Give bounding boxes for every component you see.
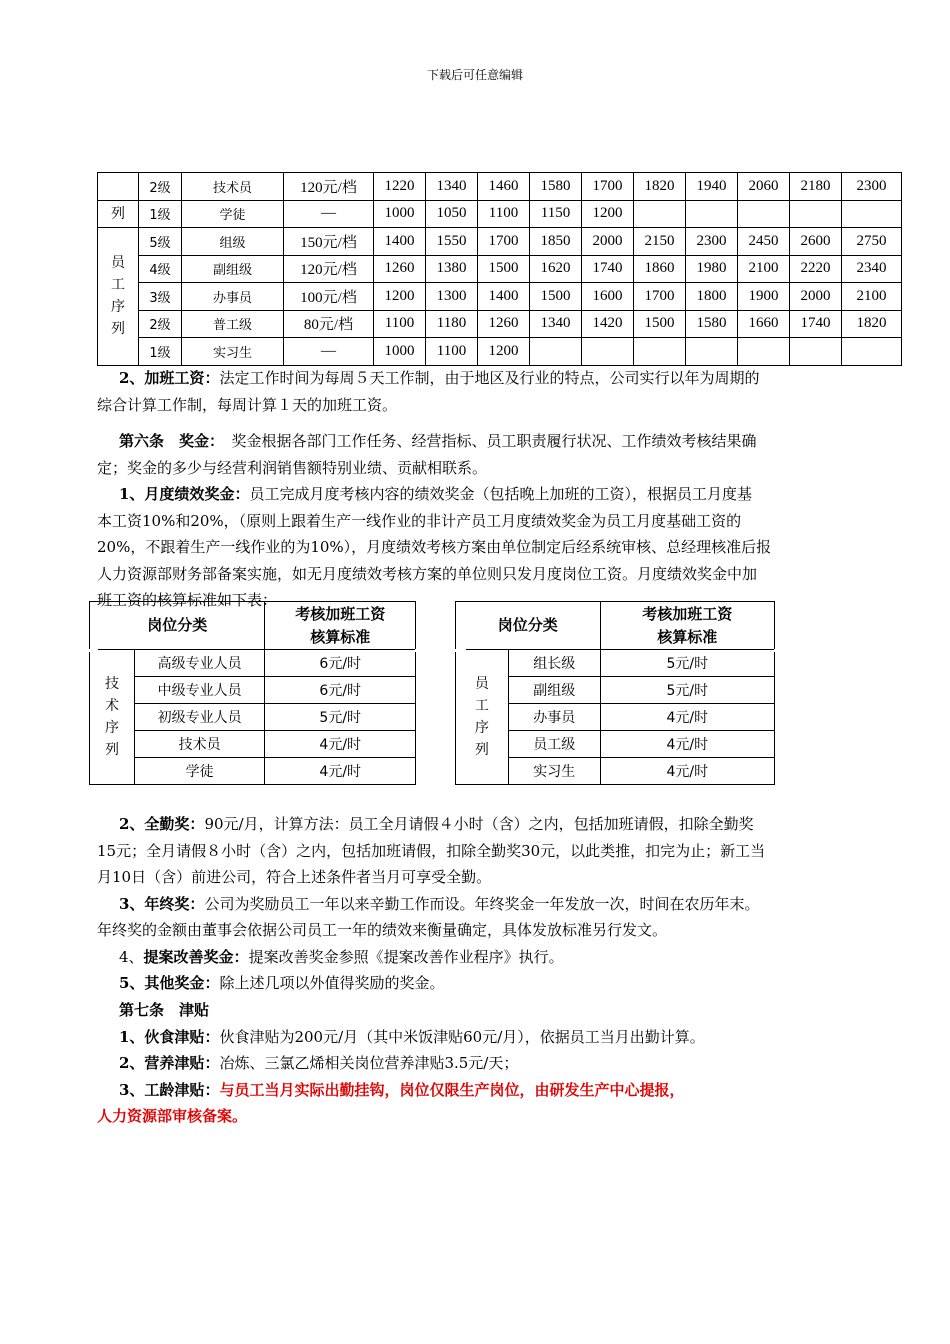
salary-cell (686, 338, 738, 366)
seniority-allowance-title: 3、工龄津贴： (119, 1080, 220, 1099)
salary-cell: 1800 (686, 283, 738, 311)
attendance-bonus-text-2: 15元；全月请假８小时（含）之内，包括加班请假，扣除全勤奖30元，以此类推，扣完为止；新工当 (97, 841, 766, 860)
salary-cell: 1500 (478, 255, 530, 283)
sequence-cell: 列 (98, 200, 139, 228)
salary-cell: 1820 (634, 173, 686, 201)
salary-cell: 2100 (842, 283, 902, 311)
table-row (90, 650, 416, 677)
rate-cell: 6元/时 (265, 650, 416, 677)
salary-cell: 2000 (790, 283, 842, 311)
position-cell: 初级专业人员 (134, 704, 265, 731)
sequence-char: 术 (104, 698, 119, 714)
salary-cell: 1400 (374, 228, 426, 256)
nutrition-allowance-title: 2、营养津贴： (119, 1054, 220, 1072)
position-cell: 员工级 (508, 731, 600, 758)
salary-cell: 1100 (478, 200, 530, 228)
table-row (98, 173, 902, 201)
position-cell: 普工级 (182, 310, 284, 338)
meal-allowance-title: 1、伙食津贴： (119, 1027, 220, 1046)
level-cell: 4级 (139, 255, 182, 283)
position-cell: 办事员 (182, 283, 284, 311)
overtime-standard-table-staff (455, 601, 775, 785)
salary-cell: 1850 (530, 228, 582, 256)
yearend-bonus-text-1: 公司为奖励员工一年以来辛勤工作而设。年终奖金一年发放一次，时间在农历年末。 (204, 894, 760, 913)
overtime-text-2: 综合计算工作制，每周计算１天的加班工资。 (97, 395, 398, 414)
header-overtime-standard-line1: 考核加班工资 (295, 604, 386, 623)
sequence-char: 序 (104, 720, 119, 736)
salary-cell: 1700 (478, 228, 530, 256)
monthly-bonus-text-5: 班工资的核算标准如下表： (97, 591, 278, 609)
salary-cell: 2300 (686, 228, 738, 256)
table-row (98, 228, 902, 256)
salary-cell: 1260 (478, 310, 530, 338)
monthly-bonus-title: 1、月度绩效奖金： (119, 485, 250, 503)
header-position-category: 岗位分类 (456, 602, 601, 650)
sequence-char: 工 (111, 277, 125, 294)
salary-cell: 1400 (478, 283, 530, 311)
sequence-char: 工 (474, 698, 489, 714)
salary-cell: 1260 (374, 255, 426, 283)
salary-cell: 1420 (582, 310, 634, 338)
rate-cell: 4元/时 (265, 758, 416, 785)
proposal-bonus-title: 提案改善奖金： (143, 947, 249, 966)
sequence-char: 技 (104, 676, 119, 692)
salary-cell (842, 200, 902, 228)
rate-cell: 6元/时 (265, 677, 416, 704)
attendance-bonus-text-1: 90元/月，计算方法：员工全月请假４小时（含）之内，包括加班请假，扣除全勤奖 (204, 815, 754, 833)
salary-cell: 1340 (530, 310, 582, 338)
salary-cell: 1580 (530, 173, 582, 201)
position-cell: 副组级 (508, 677, 600, 704)
salary-cell: 2450 (738, 228, 790, 256)
sequence-char: 员 (474, 676, 489, 692)
salary-cell: 2340 (842, 255, 902, 283)
other-bonus-title: 5、其他奖金： (119, 974, 220, 992)
overtime-text-1: 法定工作时间为每周５天工作制，由于地区及行业的特点，公司实行以年为周期的 (219, 369, 760, 387)
salary-cell: 1700 (634, 283, 686, 311)
salary-table (97, 172, 902, 366)
salary-cell: 1820 (842, 310, 902, 338)
salary-cell: 1740 (582, 255, 634, 283)
salary-cell: 2150 (634, 228, 686, 256)
step-cell: — (284, 338, 374, 366)
sequence-char: 序 (474, 720, 489, 736)
salary-cell: 1580 (686, 310, 738, 338)
salary-cell: 1940 (686, 173, 738, 201)
monthly-bonus-text-4: 人力资源部财务部备案实施，如无月度绩效考核方案的单位则只发月度岗位工资。月度绩效奖金中加 (97, 564, 758, 583)
rate-cell: 5元/时 (265, 704, 416, 731)
salary-cell: 2750 (842, 228, 902, 256)
sequence-char: 列 (111, 321, 125, 338)
salary-cell: 1100 (374, 310, 426, 338)
position-cell: 技术员 (182, 173, 284, 201)
staff-sequence-label (98, 228, 139, 366)
step-cell: 100元/档 (284, 283, 374, 311)
sequence-cell (98, 173, 139, 201)
table-gap (415, 649, 423, 652)
nutrition-allowance-text: 冶炼、三氯乙烯相关岗位营养津贴3.5元/天； (219, 1054, 519, 1072)
article-7-title: 第七条 津贴 (119, 1001, 210, 1019)
article-6-section (97, 428, 853, 614)
salary-cell: 1550 (426, 228, 478, 256)
salary-cell: 1700 (582, 173, 634, 201)
salary-cell: 1740 (790, 310, 842, 338)
table-row (90, 677, 416, 704)
salary-cell: 1150 (530, 200, 582, 228)
other-bonus-text: 除上述几项以外值得奖励的奖金。 (219, 974, 445, 992)
table-gap (774, 649, 782, 652)
position-cell: 实习生 (182, 338, 284, 366)
overtime-standard-table-technical (89, 601, 416, 785)
salary-cell (842, 338, 902, 366)
proposal-bonus-number: 4、 (119, 947, 144, 966)
sequence-char: 列 (104, 742, 119, 758)
step-cell: 120元/档 (284, 255, 374, 283)
salary-cell (634, 200, 686, 228)
rate-cell: 4元/时 (600, 758, 774, 785)
position-cell: 中级专业人员 (134, 677, 265, 704)
rate-cell: 5元/时 (600, 677, 774, 704)
salary-cell (634, 338, 686, 366)
table-row (90, 758, 416, 785)
salary-cell (530, 338, 582, 366)
salary-cell: 2300 (842, 173, 902, 201)
level-cell: 5级 (139, 228, 182, 256)
article-7-section (97, 997, 853, 1130)
step-cell: 150元/档 (284, 228, 374, 256)
position-cell: 学徒 (182, 200, 284, 228)
header-overtime-standard (600, 602, 774, 650)
seniority-allowance-text-1: 与员工当月实际出勤挂钩，岗位仅限生产岗位，由研发生产中心提报， (219, 1080, 685, 1099)
table-row (98, 310, 902, 338)
position-cell: 办事员 (508, 704, 600, 731)
salary-cell: 1900 (738, 283, 790, 311)
page-header: 下载后可任意编辑 (426, 68, 523, 82)
yearend-bonus-text-2: 年终奖的金额由董事会依据公司员工一年的绩效来衡量确定，具体发放标准另行发文。 (97, 921, 668, 939)
level-cell: 1级 (139, 338, 182, 366)
table-row (98, 255, 902, 283)
table-row (98, 200, 902, 228)
level-cell: 3级 (139, 283, 182, 311)
yearend-bonus-title: 3、年终奖： (119, 894, 205, 913)
rate-cell: 4元/时 (265, 731, 416, 758)
salary-cell: 1300 (426, 283, 478, 311)
level-cell: 2级 (139, 173, 182, 201)
header-overtime-standard-line1: 考核加班工资 (642, 604, 733, 623)
sequence-char: 列 (474, 742, 489, 758)
position-cell: 副组级 (182, 255, 284, 283)
article-6-text-2: 定；奖金的多少与经营利润销售额特别业绩、贡献相联系。 (97, 458, 488, 477)
salary-cell: 2100 (738, 255, 790, 283)
monthly-bonus-text-3: 20%，不跟着生产一线作业的为10%），月度绩效考核方案由单位制定后经系统审核、总经理核准后报 (97, 538, 772, 556)
salary-cell (790, 200, 842, 228)
salary-cell: 1220 (374, 173, 426, 201)
bonus-section (97, 811, 853, 997)
position-cell: 组长级 (508, 650, 600, 677)
article-6-text-1: 奖金根据各部门工作任务、经营指标、员工职责履行状况、工作绩效考核结果确 (216, 432, 757, 450)
salary-cell: 1200 (582, 200, 634, 228)
salary-cell: 1460 (478, 173, 530, 201)
table-row (90, 731, 416, 758)
table-gap (86, 649, 98, 652)
salary-cell: 1340 (426, 173, 478, 201)
table-row (98, 338, 902, 366)
level-cell: 1级 (139, 200, 182, 228)
salary-cell: 1500 (530, 283, 582, 311)
header-overtime-standard-line2: 核算标准 (657, 627, 718, 646)
salary-cell: 1860 (634, 255, 686, 283)
meal-allowance-text: 伙食津贴为200元/月（其中米饭津贴60元/月），依据员工当月出勤计算。 (219, 1027, 705, 1046)
overtime-section (97, 365, 853, 418)
salary-cell: 1100 (426, 338, 478, 366)
salary-cell: 1980 (686, 255, 738, 283)
step-cell: 80元/档 (284, 310, 374, 338)
article-6-title: 第六条 奖金： (119, 432, 217, 450)
position-cell: 组级 (182, 228, 284, 256)
salary-cell (738, 338, 790, 366)
position-cell: 高级专业人员 (134, 650, 265, 677)
position-cell: 学徒 (134, 758, 265, 785)
salary-cell (790, 338, 842, 366)
salary-cell: 1000 (374, 338, 426, 366)
table-gap (452, 649, 466, 652)
salary-cell: 1600 (582, 283, 634, 311)
table-row (90, 704, 416, 731)
attendance-bonus-title: 2、全勤奖： (119, 815, 205, 833)
position-cell: 技术员 (134, 731, 265, 758)
attendance-bonus-text-3: 月10日（含）前进公司，符合上述条件者当月可享受全勤。 (97, 868, 492, 886)
salary-cell (738, 200, 790, 228)
salary-cell: 1050 (426, 200, 478, 228)
seniority-allowance-text-2: 人力资源部审核备案。 (97, 1107, 248, 1125)
salary-cell: 2220 (790, 255, 842, 283)
salary-cell: 2000 (582, 228, 634, 256)
salary-cell: 2060 (738, 173, 790, 201)
salary-cell: 1380 (426, 255, 478, 283)
step-cell: 120元/档 (284, 173, 374, 201)
step-cell: — (284, 200, 374, 228)
sequence-char: 员 (111, 255, 125, 272)
monthly-bonus-text-1: 员工完成月度考核内容的绩效奖金（包括晚上加班的工资），根据员工月度基 (249, 485, 752, 503)
header-position-category: 岗位分类 (90, 602, 265, 650)
monthly-bonus-text-2: 本工资10%和20%，（原则上跟着生产一线作业的非计产员工月度绩效奖金为员工月度基础工资的 (97, 511, 742, 530)
position-cell: 实习生 (508, 758, 600, 785)
header-overtime-standard (265, 602, 416, 650)
salary-cell (686, 200, 738, 228)
salary-cell: 2180 (790, 173, 842, 201)
sequence-label (90, 650, 135, 785)
level-cell: 2级 (139, 310, 182, 338)
salary-cell: 1660 (738, 310, 790, 338)
salary-cell: 1200 (478, 338, 530, 366)
table-row (98, 283, 902, 311)
sequence-label (456, 650, 509, 785)
sequence-char: 序 (111, 299, 125, 316)
salary-cell: 1180 (426, 310, 478, 338)
salary-cell: 1620 (530, 255, 582, 283)
salary-cell: 1000 (374, 200, 426, 228)
rate-cell: 5元/时 (600, 650, 774, 677)
rate-cell: 4元/时 (600, 704, 774, 731)
overtime-title: 2、加班工资： (119, 369, 220, 387)
salary-cell (582, 338, 634, 366)
salary-cell: 1500 (634, 310, 686, 338)
rate-cell: 4元/时 (600, 731, 774, 758)
header-overtime-standard-line2: 核算标准 (310, 627, 371, 646)
proposal-bonus-text: 提案改善奖金参照《提案改善作业程序》执行。 (248, 947, 564, 966)
salary-cell: 2600 (790, 228, 842, 256)
table-row (456, 650, 775, 677)
salary-cell: 1200 (374, 283, 426, 311)
